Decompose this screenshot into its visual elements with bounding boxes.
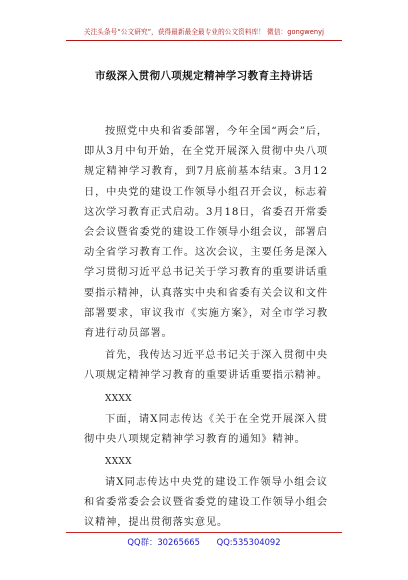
document-body <box>84 122 328 536</box>
paragraph-first-item: 首先，我传达习近平总书记关于深入贯彻中央八项规定精神学习教育的重要讲话重要指示精神。 <box>84 350 328 382</box>
document-title: 市级深入贯彻八项规定精神学习教育主持讲话 <box>95 70 313 82</box>
placeholder-marker: XXXX <box>105 457 132 468</box>
header-banner: 关注头条号“公文研究”，获得最新最全最专业的公文资料库！ 微信：gongwenyj <box>83 28 325 36</box>
paragraph-intro: 按照党中央和省委部署，今年全国“两会”后，即从3月中旬开始，在全党开展深入贯彻中央八项规定精神学习教育，到7月底前基本结束。3月12日，中央党的建设工作领导小组召开会议，标志着这次学习教育正式启动。3月18日，省委召开常委会会议暨省委党的建设工作领导小组会议，部署启动全省学习教育工作。这次会议，主要任务是深入学习贯彻习近平总书记关于学习教育的重要讲话重要指示精神，认真落实中央和省委有关会议和文件部署要求，审议我市《实施方案》，对全市学习教育进行动员部署。 <box>84 126 328 340</box>
paragraph-third-item: 请X同志传达中央党的建设工作领导小组会议和省委常委会会议暨省委党的建设工作领导小组会议精神，提出贯彻落实意见。 <box>84 477 328 529</box>
paragraph-second-item: 下面，请X同志传达《关于在全党开展深入贯彻中央八项规定精神学习教育的通知》精神。 <box>84 413 328 445</box>
footer-divider <box>66 532 342 533</box>
footer-qq: QQ:535304092 <box>216 537 281 547</box>
placeholder-marker: XXXX <box>105 393 132 404</box>
footer <box>0 536 408 548</box>
footer-qq-group: QQ群：30265665 <box>127 537 200 547</box>
header-divider <box>66 40 342 41</box>
